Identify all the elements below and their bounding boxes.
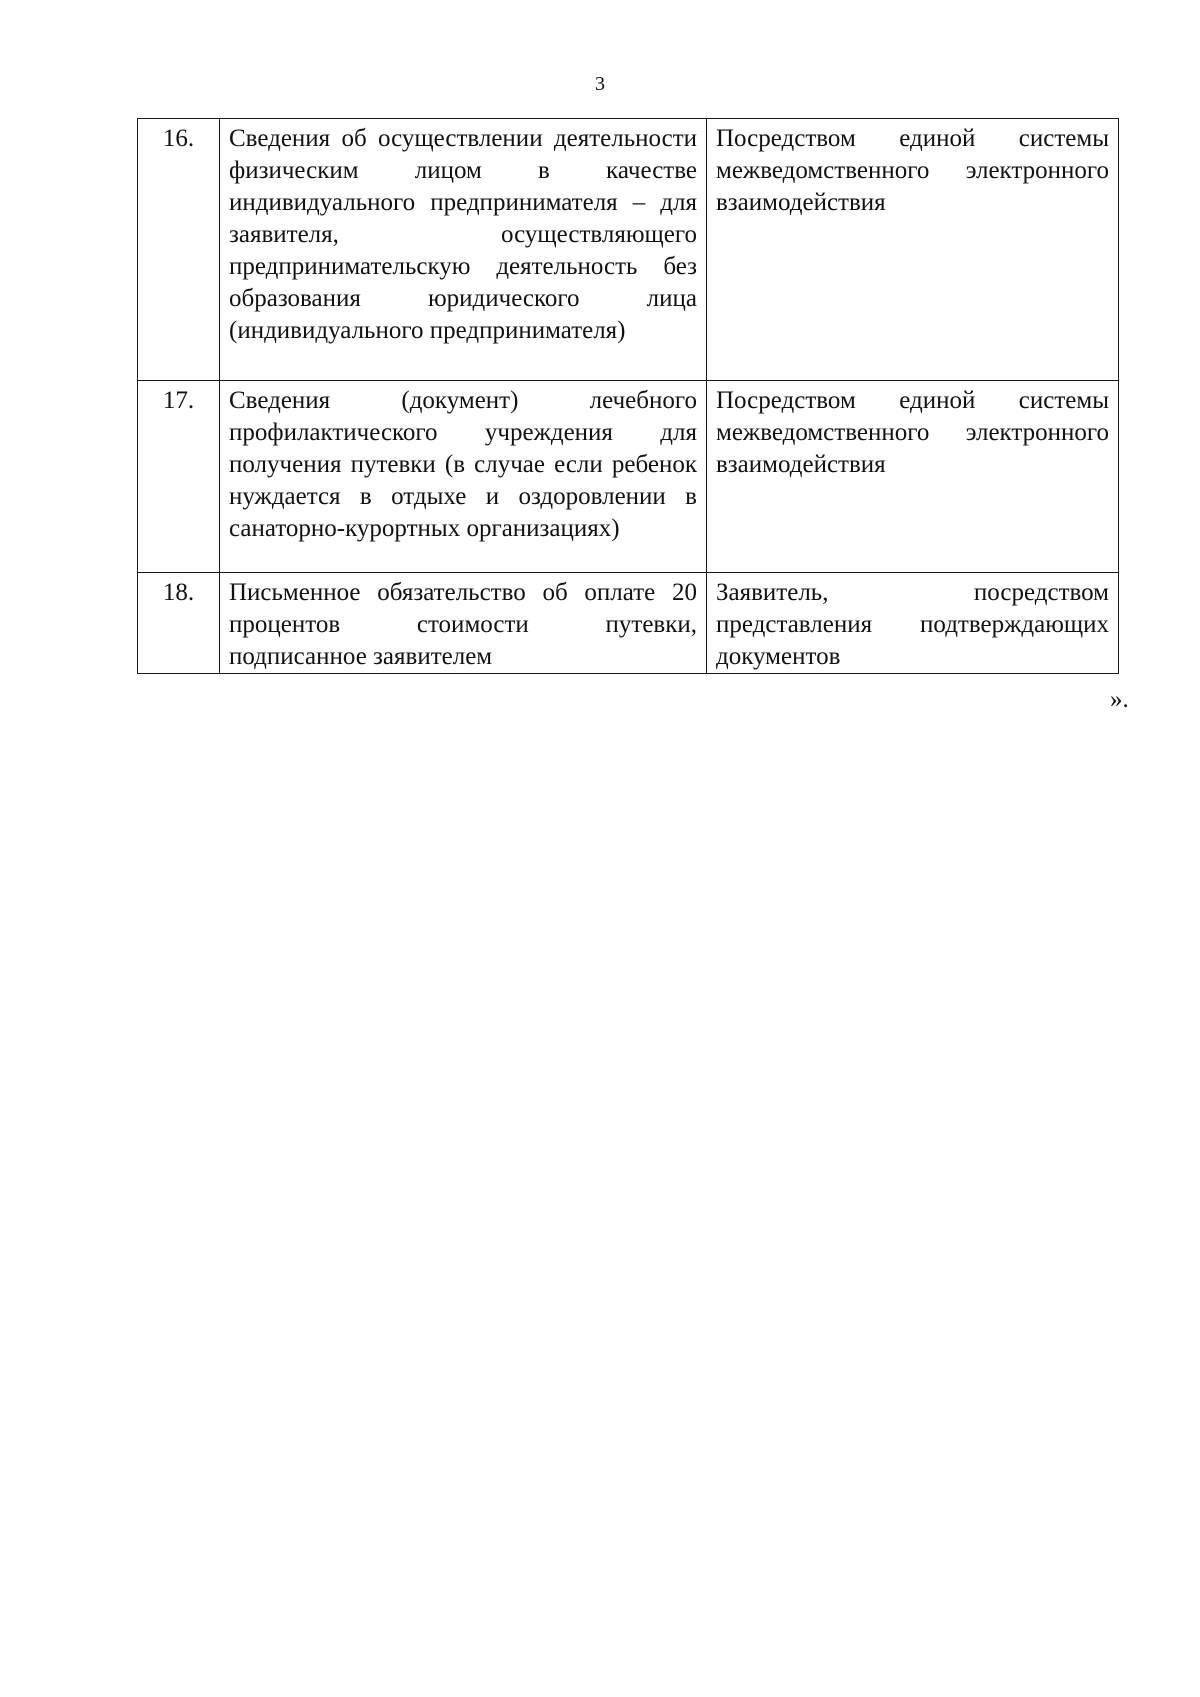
document-source: Посредством единой системы межведомственного электронного взаимодействия <box>707 119 1119 381</box>
document-source: Заявитель, посредством представления подтверждающих документов <box>707 573 1119 674</box>
page-number: 3 <box>595 73 605 95</box>
table-row <box>138 573 1119 674</box>
document-description: Письменное обязательство об оплате 20 процентов стоимости путевки, подписанное заявителем <box>220 573 707 674</box>
document-description: Сведения об осуществлении деятельности физическим лицом в качестве индивидуального предпринимателя – для заявителя, осуществляющего предпринимательскую деятельность без образования юридического лица (индивидуального предпринимателя) <box>220 119 707 381</box>
row-number: 17. <box>138 381 220 573</box>
document-description: Сведения (документ) лечебного профилактического учреждения для получения путевки (в случае если ребенок нуждается в отдыхе и оздоровлении в санаторно-курортных организациях) <box>220 381 707 573</box>
document-source: Посредством единой системы межведомственного электронного взаимодействия <box>707 381 1119 573</box>
table-row <box>138 119 1119 381</box>
documents-table <box>137 118 1119 674</box>
table-row <box>138 381 1119 573</box>
closing-quote: ». <box>1110 686 1129 713</box>
row-number: 16. <box>138 119 220 381</box>
row-number: 18. <box>138 573 220 674</box>
